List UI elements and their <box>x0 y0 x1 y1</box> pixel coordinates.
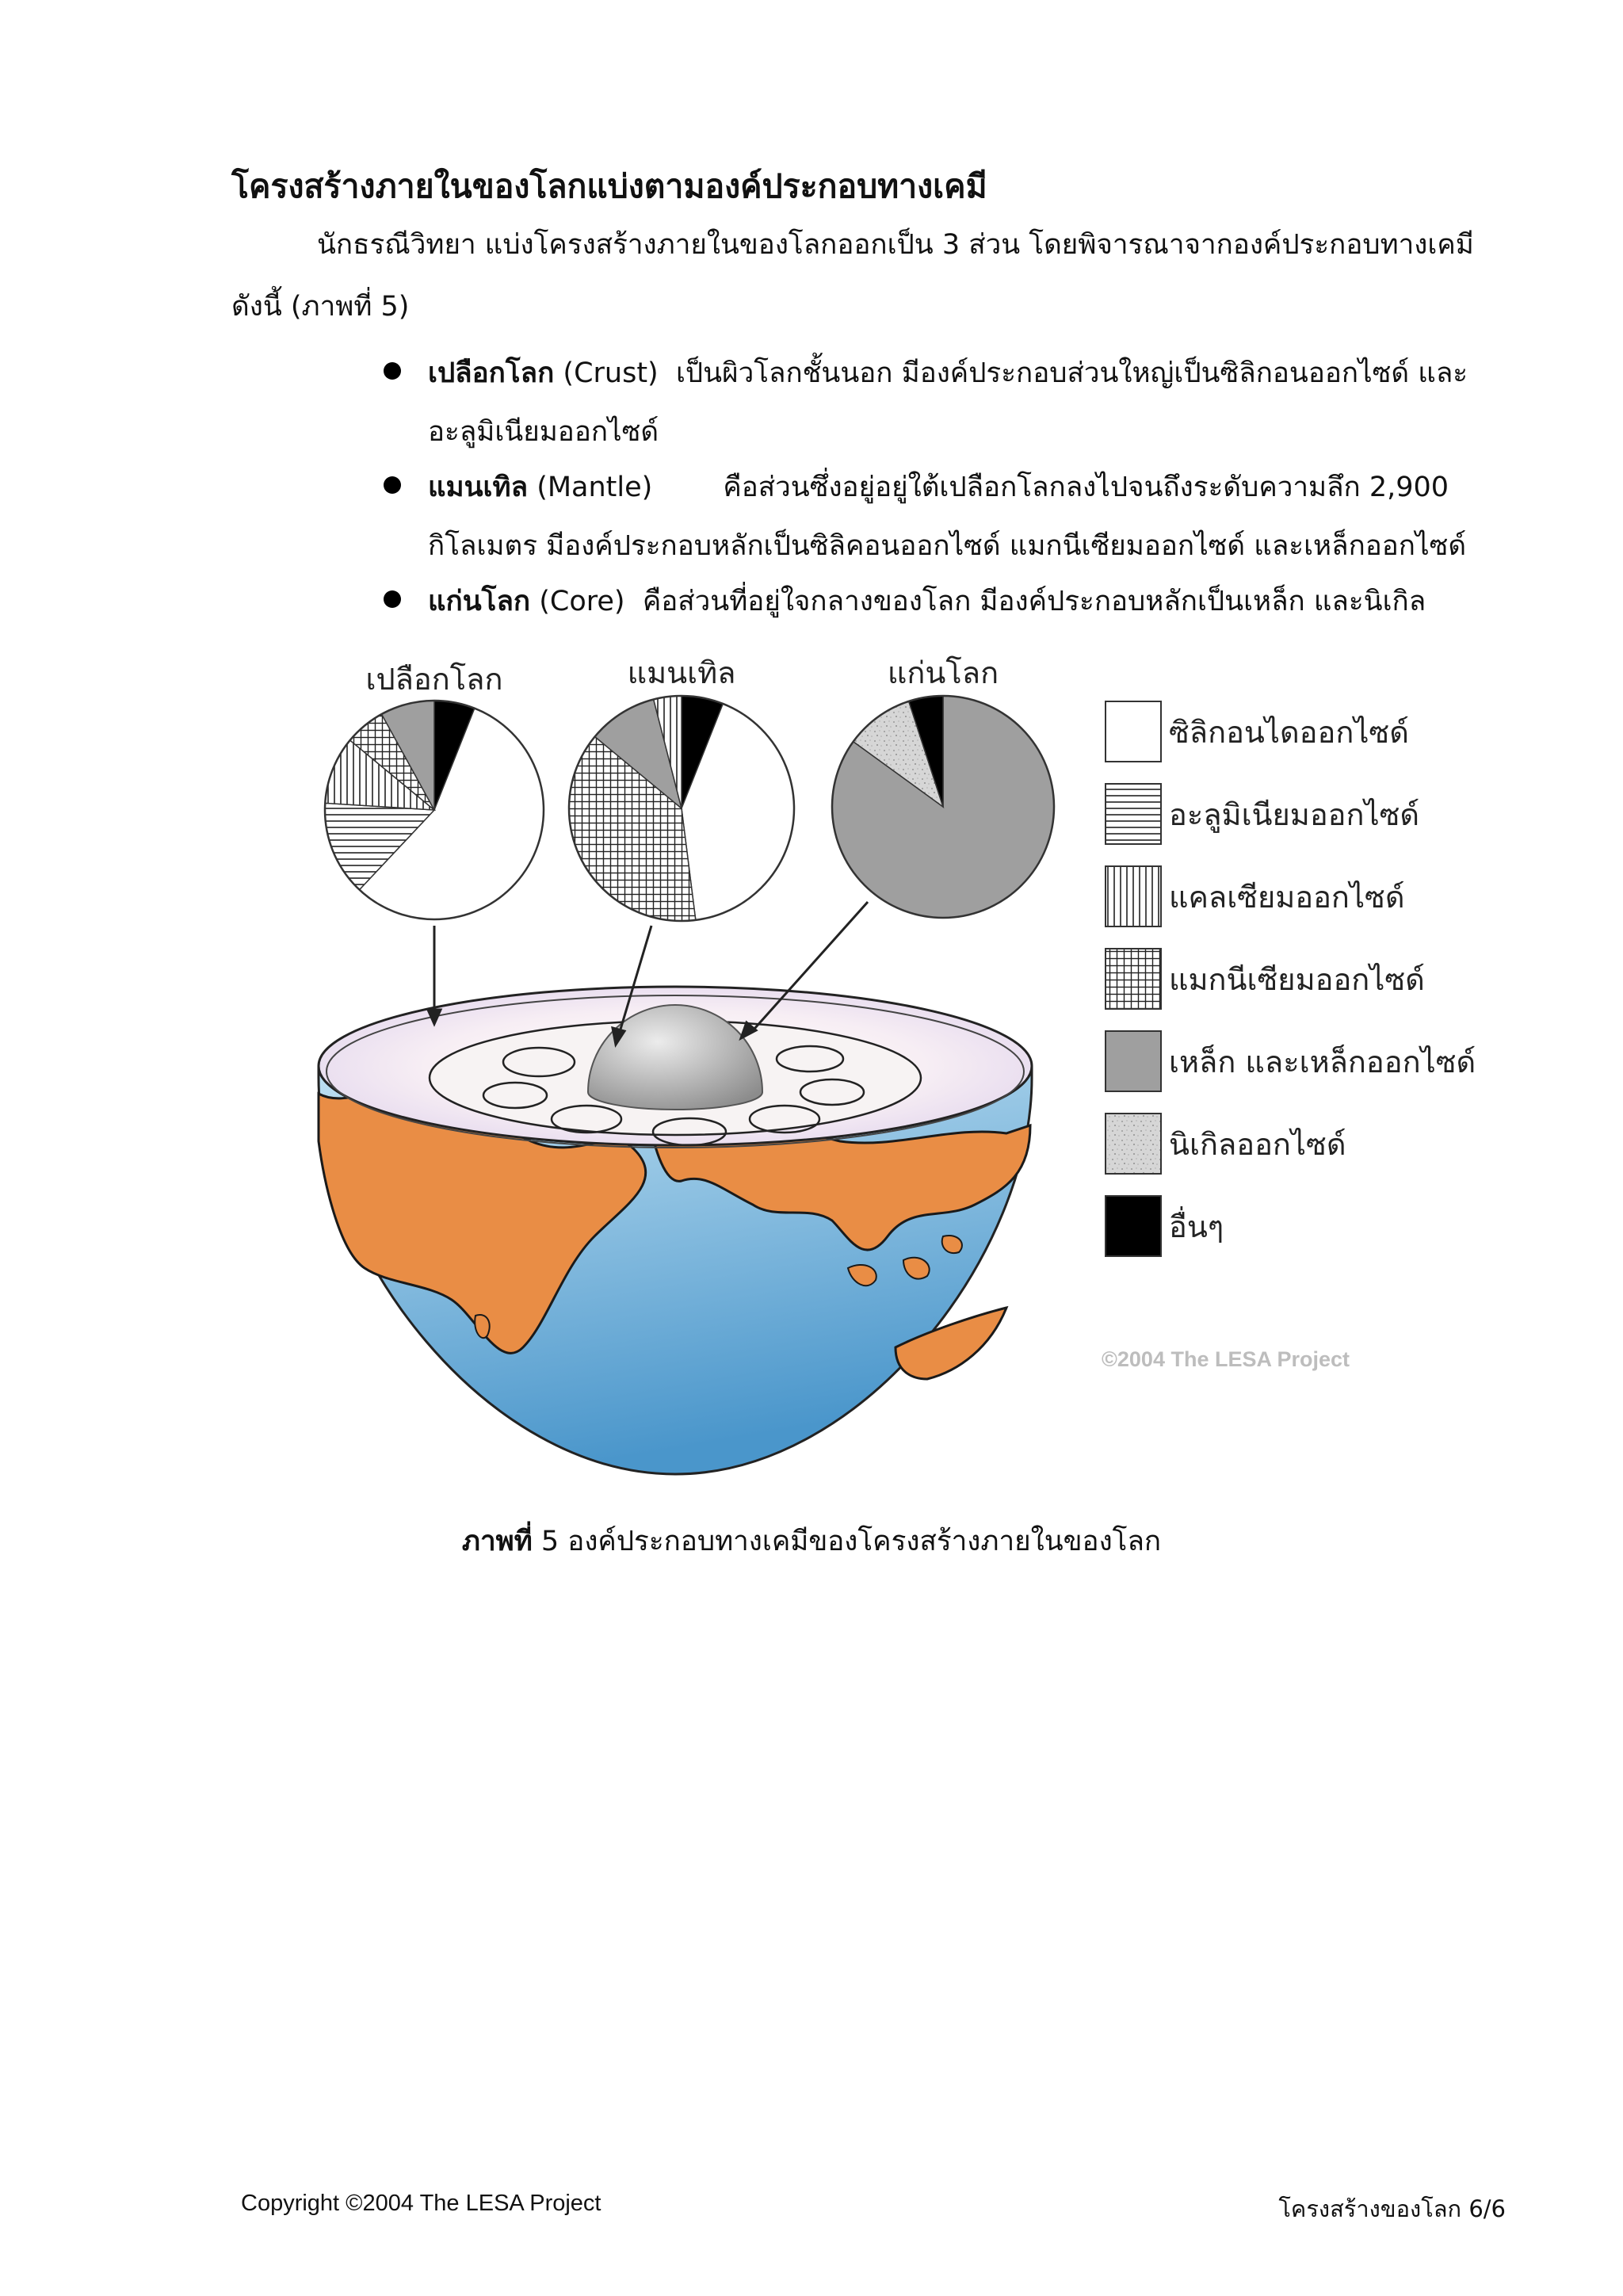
legend-swatch-grid <box>1106 949 1161 1009</box>
footer-page-info: โครงสร้างของโลก 6/6 <box>1278 2195 1506 2222</box>
pie-chart-core <box>832 696 1054 918</box>
bullet-crust <box>428 351 1468 395</box>
bullet-english: (Core) <box>539 586 625 617</box>
legend-label: แคลเซียมออกไซด์ <box>1169 880 1405 915</box>
bullet-english: (Crust) <box>563 357 659 389</box>
bullet-dot <box>384 362 401 380</box>
bullet-english: (Mantle) <box>537 472 653 503</box>
bullet-mantle-continuation: กิโลเมตร มีองค์ประกอบหลักเป็นซิลิคอนออกไซด์ แมกนีเซียมออกไซด์ และเหล็กออกไซด์ <box>428 530 1467 562</box>
legend <box>1106 701 1476 1256</box>
bullet-dot <box>384 476 401 494</box>
pie-label-mantle: แมนเทิล <box>627 655 736 690</box>
intro-paragraph-line2: ดังนี้ (ภาพที่ 5) <box>231 291 410 323</box>
legend-label: ซิลิกอนไดออกไซด์ <box>1169 715 1409 750</box>
legend-label: เหล็ก และเหล็กออกไซด์ <box>1169 1045 1476 1079</box>
caption-label: ภาพที่ <box>461 1526 533 1557</box>
legend-label: นิเกิลออกไซด์ <box>1169 1127 1346 1162</box>
intro-paragraph-line1: นักธรณีวิทยา แบ่งโครงสร้างภายในของโลกออกเป็น 3 ส่วน โดยพิจารณาจากองค์ประกอบทางเคมี <box>317 229 1474 261</box>
pie-label-core: แก่นโลก <box>887 655 999 690</box>
bullet-term: แมนเทิล <box>428 472 529 503</box>
bullet-mantle <box>428 465 1449 509</box>
bullet-term: แก่นโลก <box>428 586 531 617</box>
pie-chart-mantle <box>569 696 794 921</box>
figure-watermark: ©2004 The LESA Project <box>1102 1347 1350 1371</box>
legend-label: อื่นๆ <box>1169 1209 1224 1244</box>
legend-swatch-vlines <box>1106 866 1161 926</box>
caption-text: 5 องค์ประกอบทางเคมีของโครงสร้างภายในของโลก <box>532 1526 1162 1557</box>
bullet-dot <box>384 590 401 608</box>
bullet-text: คือส่วนที่อยู่ใจกลางของโลก มีองค์ประกอบหลักเป็นเหล็ก และนิเกิล <box>642 586 1426 617</box>
legend-swatch-hlines <box>1106 784 1161 844</box>
footer-copyright: Copyright ©2004 The LESA Project <box>241 2191 601 2216</box>
earth-hemisphere <box>319 987 1032 1474</box>
legend-label: แมกนีเซียมออกไซด์ <box>1169 962 1425 997</box>
legend-swatch-speckle <box>1106 1114 1161 1174</box>
pie-chart-crust <box>325 701 544 919</box>
pie-label-crust: เปลือกโลก <box>365 662 503 697</box>
section-heading: โครงสร้างภายในของโลกแบ่งตามองค์ประกอบทางเคมี <box>231 167 987 205</box>
legend-label: อะลูมิเนียมออกไซด์ <box>1169 797 1420 832</box>
bullet-core <box>428 579 1426 623</box>
bullet-term: เปลือกโลก <box>428 357 555 389</box>
bullet-text: เป็นผิวโลกชั้นนอก มีองค์ประกอบส่วนใหญ่เป็นซิลิกอนออกไซด์ และ <box>675 357 1468 389</box>
bullet-text: คือส่วนซึ่งอยู่อยู่ใต้เปลือกโลกลงไปจนถึงระดับความลึก 2,900 <box>723 472 1449 503</box>
bullet-crust-continuation: อะลูมิเนียมออกไซด์ <box>428 416 659 448</box>
legend-swatch-white <box>1106 701 1161 762</box>
legend-swatch-black <box>1106 1196 1161 1256</box>
legend-swatch-gray <box>1106 1031 1161 1091</box>
earth-composition-figure <box>293 634 1498 1490</box>
figure-caption <box>0 1519 1623 1563</box>
